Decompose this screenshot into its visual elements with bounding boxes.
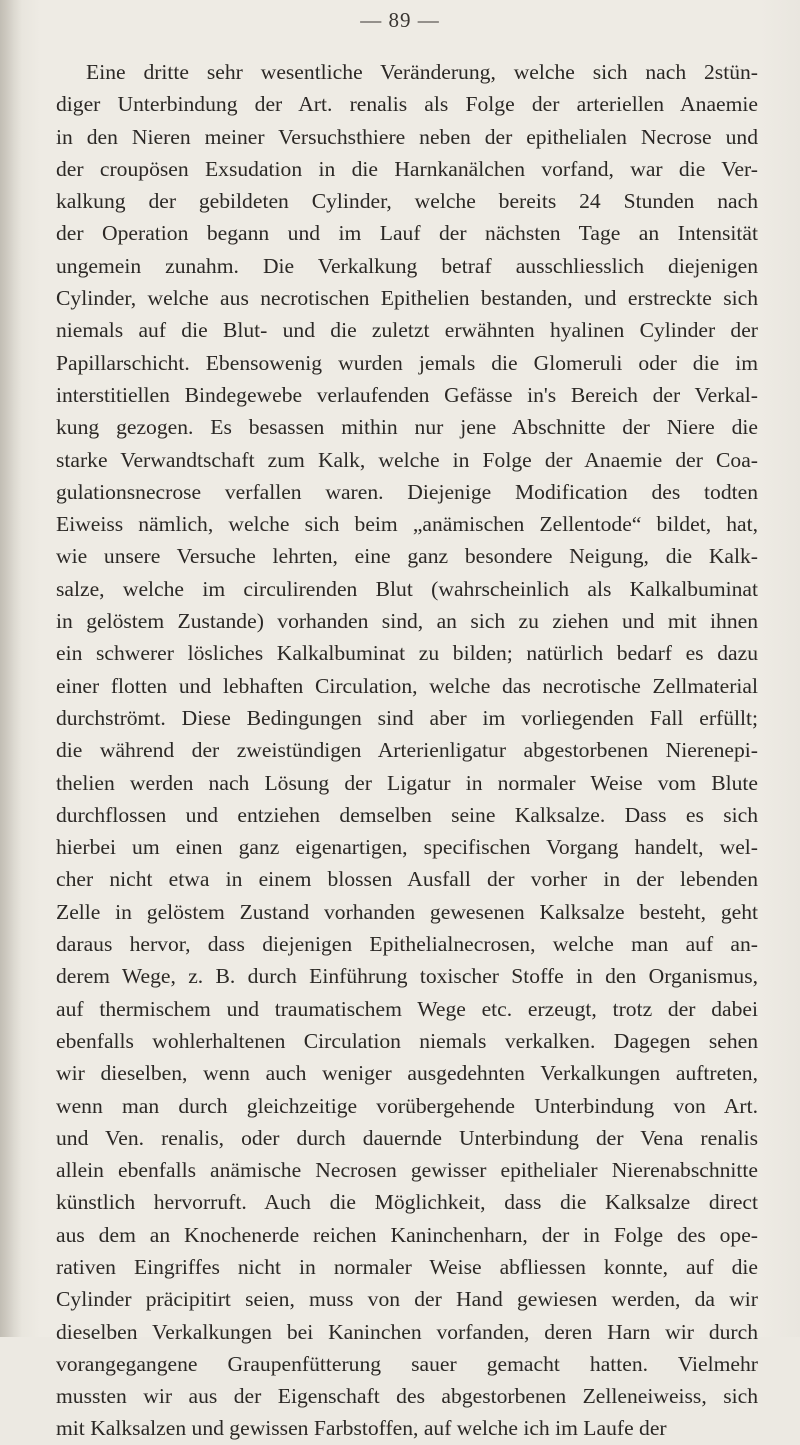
text-line: mit Kalksalzen und gewissen Farbstoffen, auf welche ich im Laufe der xyxy=(56,1416,667,1441)
text-line: thelien werden nach Lösung der Ligatur in normaler Weise vom Blute xyxy=(56,770,758,795)
text-line: wir dieselben, wenn auch weniger ausgedehnten Verkalkungen auftreten, xyxy=(56,1061,758,1086)
text-line: in den Nieren meiner Versuchsthiere neben der epithelialen Necrose und xyxy=(56,124,758,149)
text-line: hierbei um einen ganz eigenartigen, specifischen Vorgang handelt, wel- xyxy=(56,835,758,860)
text-line: vorangegangene Graupenfütterung sauer gemacht hatten. Vielmehr xyxy=(56,1351,758,1376)
text-line: Cylinder präcipitirt seien, muss von der Hand gewiesen werden, da wir xyxy=(56,1287,758,1312)
text-line: daraus hervor, dass diejenigen Epithelialnecrosen, welche man auf an- xyxy=(56,932,758,957)
text-line: niemals auf die Blut- und die zuletzt erwähnten hyalinen Cylinder der xyxy=(56,318,758,343)
text-line: der Operation begann und im Lauf der nächsten Tage an Intensität xyxy=(56,221,758,246)
text-line: allein ebenfalls anämische Necrosen gewisser epithelialer Nierenabschnitte xyxy=(56,1158,758,1183)
text-line: aus dem an Knochenerde reichen Kaninchenharn, der in Folge des ope- xyxy=(56,1222,758,1247)
page-number: — 89 — xyxy=(360,8,440,32)
text-line: der croupösen Exsudation in die Harnkanälchen vorfand, war die Ver- xyxy=(56,156,758,181)
text-line: gulationsnecrose verfallen waren. Diejenige Modification des todten xyxy=(56,479,758,504)
text-line: auf thermischem und traumatischem Wege etc. erzeugt, trotz der dabei xyxy=(56,996,758,1021)
text-line: Eiweiss nämlich, welche sich beim „anämischen Zellentode“ bildet, hat, xyxy=(56,512,758,537)
text-line: Cylinder, welche aus necrotischen Epithelien bestanden, und erstreckte sich xyxy=(56,286,758,311)
text-line: künstlich hervorruft. Auch die Möglichkeit, dass die Kalksalze direct xyxy=(56,1190,758,1215)
text-line: die während der zweistündigen Arterienligatur abgestorbenen Nierenepi- xyxy=(56,738,758,763)
text-line: diger Unterbindung der Art. renalis als Folge der arteriellen Anaemie xyxy=(56,92,758,117)
text-line: kung gezogen. Es besassen mithin nur jene Abschnitte der Niere die xyxy=(56,415,758,440)
text-line: Papillarschicht. Ebensowenig wurden jemals die Glomeruli oder die im xyxy=(56,350,758,375)
text-line: Zelle in gelöstem Zustand vorhanden gewesenen Kalksalze besteht, geht xyxy=(56,899,758,924)
text-line: starke Verwandtschaft zum Kalk, welche in Folge der Anaemie der Coa- xyxy=(56,447,758,472)
text-line: ungemein zunahm. Die Verkalkung betraf ausschliesslich diejenigen xyxy=(56,253,758,278)
text-line: durchflossen und entziehen demselben seine Kalksalze. Dass es sich xyxy=(56,802,758,827)
text-line: wie unsere Versuche lehrten, eine ganz besondere Neigung, die Kalk- xyxy=(56,544,758,569)
text-line: mussten wir aus der Eigenschaft des abgestorbenen Zelleneiweiss, sich xyxy=(56,1384,758,1409)
text-line: interstitiellen Bindegewebe verlaufenden Gefässe in's Bereich der Verkal- xyxy=(56,382,758,407)
text-line: Eine dritte sehr wesentliche Veränderung, welche sich nach 2stün- xyxy=(86,60,758,84)
text-line: cher nicht etwa in einem blossen Ausfall der vorher in der lebenden xyxy=(56,867,758,892)
text-line: derem Wege, z. B. durch Einführung toxischer Stoffe in den Organismus, xyxy=(56,964,758,989)
text-line: rativen Eingriffes nicht in normaler Weise abfliessen konnte, auf die xyxy=(56,1254,758,1279)
text-line: und Ven. renalis, oder durch dauernde Unterbindung der Vena renalis xyxy=(56,1125,758,1150)
text-line: einer flotten und lebhaften Circulation, welche das necrotische Zellmaterial xyxy=(56,673,758,698)
text-line: salze, welche im circulirenden Blut (wahrscheinlich als Kalkalbuminat xyxy=(56,576,758,601)
text-line: ein schwerer lösliches Kalkalbuminat zu bilden; natürlich bedarf es dazu xyxy=(56,641,758,666)
text-line: in gelöstem Zustande) vorhanden sind, an sich zu ziehen und mit ihnen xyxy=(56,609,758,634)
text-line: wenn man durch gleichzeitige vorübergehende Unterbindung von Art. xyxy=(56,1093,758,1118)
text-line: dieselben Verkalkungen bei Kaninchen vorfanden, deren Harn wir durch xyxy=(56,1319,758,1344)
body-paragraph xyxy=(56,56,758,1445)
text-line: ebenfalls wohlerhaltenen Circulation niemals verkalken. Dagegen sehen xyxy=(56,1028,758,1053)
text-line: durchströmt. Diese Bedingungen sind aber im vorliegenden Fall erfüllt; xyxy=(56,705,758,730)
spine-shadow xyxy=(0,0,22,1337)
text-line: kalkung der gebildeten Cylinder, welche bereits 24 Stunden nach xyxy=(56,189,758,214)
